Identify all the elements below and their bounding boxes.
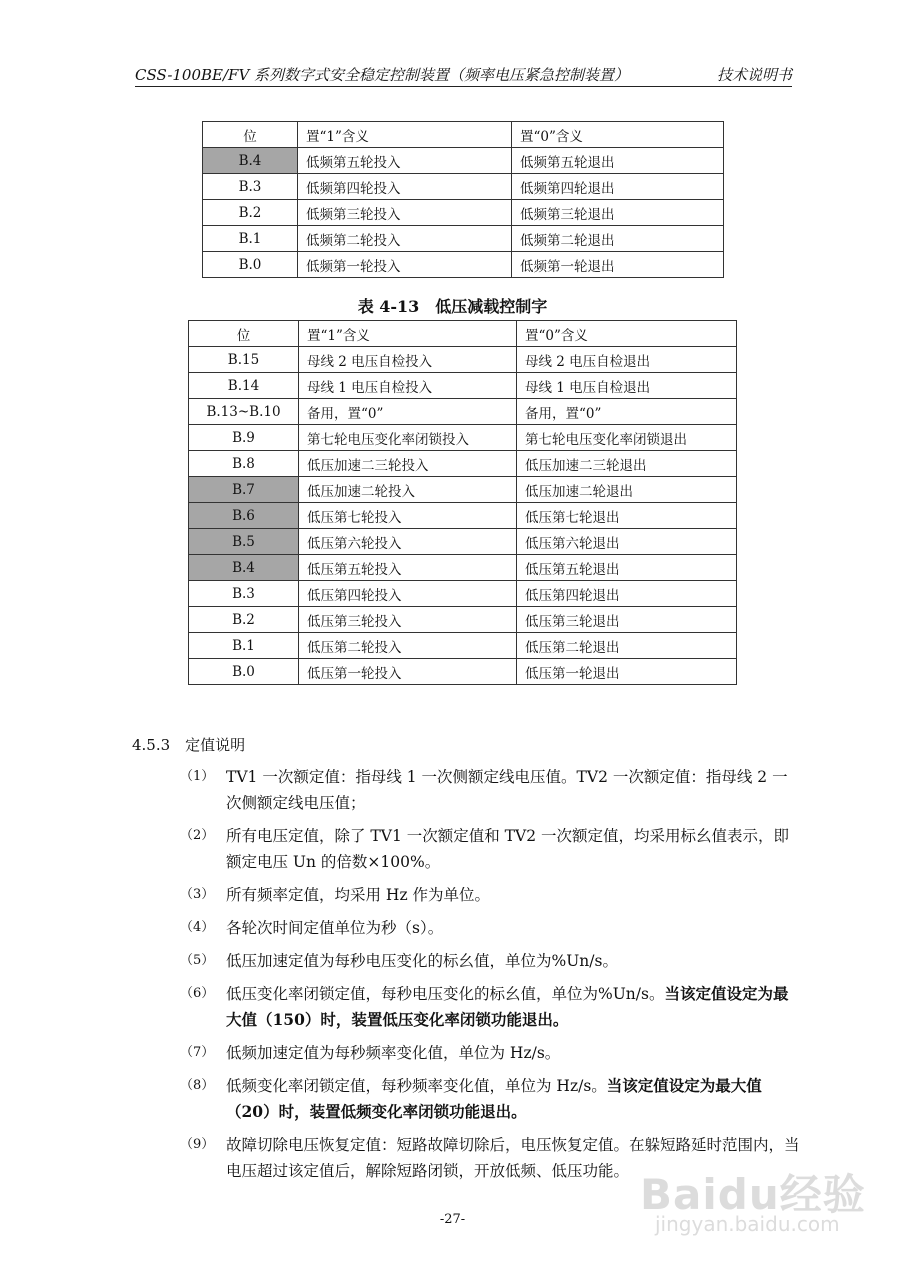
set0-cell: 低频第五轮退出 [512,148,724,174]
set1-cell: 低频第三轮投入 [298,200,512,226]
bit-cell: B.5 [189,529,299,555]
bit-cell: B.9 [189,425,299,451]
item-text-normal: 各轮次时间定值单位为秒（s）。 [226,919,444,937]
set0-cell: 低压第四轮退出 [517,581,737,607]
item-number: （8） [180,1078,215,1093]
table-row [203,200,724,226]
set0-cell: 低压第二轮退出 [517,633,737,659]
set1-cell: 低压第二轮投入 [299,633,517,659]
set0-cell: 低压第六轮退出 [517,529,737,555]
item-text [226,915,800,941]
list-item [180,1073,800,1125]
set1-cell: 低压加速二轮投入 [299,477,517,503]
list-item [180,981,800,1033]
set0-cell: 母线 2 电压自检退出 [517,347,737,373]
item-text-normal: 低频加速定值为每秒频率变化值，单位为 Hz/s。 [226,1044,561,1062]
item-text-normal: 所有频率定值，均采用 Hz 作为单位。 [226,886,491,904]
list-item [180,948,800,974]
bit-cell: B.0 [189,659,299,685]
item-text-bold: 当该定值设定为最大值（20）时，装置低频变化率闭锁功能退出。 [226,1076,762,1121]
item-text [226,823,800,875]
item-number: （4） [180,920,215,935]
set1-cell: 低压第五轮投入 [299,555,517,581]
control-word-table-low-voltage [188,320,737,685]
header-cell-set0: 置“0”含义 [517,321,737,347]
table-row [189,555,737,581]
set1-cell: 低压第一轮投入 [299,659,517,685]
watermark-url: jingyan.baidu.com [655,1212,840,1236]
table-row [189,529,737,555]
item-text [226,1073,800,1125]
set1-cell: 备用，置“0” [299,399,517,425]
item-text-normal: 低压加速定值为每秒电压变化的标幺值，单位为%Un/s。 [226,952,618,970]
set1-cell: 低频第二轮投入 [298,226,512,252]
bit-cell: B.8 [189,451,299,477]
header-doc-type: 技术说明书 [716,66,792,84]
header-cell-bit: 位 [189,321,299,347]
bit-cell: B.2 [203,200,298,226]
set0-cell: 母线 1 电压自检退出 [517,373,737,399]
bit-cell: B.7 [189,477,299,503]
set0-cell: 低压第一轮退出 [517,659,737,685]
item-text [226,981,800,1033]
item-text-normal: 低频变化率闭锁定值，每秒频率变化值，单位为 Hz/s。 [226,1077,607,1095]
item-number: （2） [180,828,215,843]
set1-cell: 低压加速二三轮投入 [299,451,517,477]
item-text [226,1040,800,1066]
table-row [189,581,737,607]
set0-cell: 低压加速二轮退出 [517,477,737,503]
table-row [189,659,737,685]
watermark-logo: Baidu经验 [640,1170,866,1219]
item-number: （9） [180,1137,215,1152]
set0-cell: 低压第五轮退出 [517,555,737,581]
set0-cell: 低压第三轮退出 [517,607,737,633]
set0-cell: 低压加速二三轮退出 [517,451,737,477]
set0-cell: 低频第二轮退出 [512,226,724,252]
table-row [203,174,724,200]
table-row [189,425,737,451]
list-item [180,882,800,908]
bit-cell: B.3 [203,174,298,200]
item-text [226,764,800,816]
set0-cell: 低压第七轮退出 [517,503,737,529]
item-number: （5） [180,953,215,968]
page-header [135,64,792,87]
settings-description-list [180,764,800,1191]
table-row [203,252,724,278]
table-caption: 表 4-13 低压减载控制字 [357,297,548,316]
section-heading: 4.5.3 定值说明 [132,736,246,754]
bit-cell: B.15 [189,347,299,373]
set1-cell: 低频第四轮投入 [298,174,512,200]
item-text [226,948,800,974]
baidu-watermark [640,1162,866,1236]
set1-cell: 低压第三轮投入 [299,607,517,633]
item-number: （7） [180,1045,215,1060]
table-row [189,347,737,373]
set1-cell: 低压第六轮投入 [299,529,517,555]
bit-cell: B.6 [189,503,299,529]
bit-cell: B.4 [203,148,298,174]
table-row [189,373,737,399]
table-row [189,633,737,659]
list-item [180,1040,800,1066]
header-title: CSS-100BE/FV 系列数字式安全稳定控制装置（频率电压紧急控制装置） [135,66,630,84]
table-header-row [203,122,724,148]
set1-cell: 第七轮电压变化率闭锁投入 [299,425,517,451]
list-item [180,823,800,875]
bit-cell: B.2 [189,607,299,633]
table-row [189,451,737,477]
item-text-normal: 所有电压定值，除了 TV1 一次额定值和 TV2 一次额定值，均采用标幺值表示，即额定电压 Un 的倍数×100%。 [226,827,789,871]
table-row [189,477,737,503]
list-item [180,764,800,816]
bit-cell: B.14 [189,373,299,399]
set1-cell: 低频第五轮投入 [298,148,512,174]
item-text-normal: 故障切除电压恢复定值：短路故障切除后，电压恢复定值。在躲短路延时范围内，当电压超过该定值后，解除短路闭锁，开放低频、低压功能。 [226,1136,800,1180]
set0-cell: 第七轮电压变化率闭锁退出 [517,425,737,451]
item-text-normal: TV1 一次额定值：指母线 1 一次侧额定线电压值。TV2 一次额定值：指母线 2 一次侧额定线电压值； [226,768,788,812]
set1-cell: 低压第四轮投入 [299,581,517,607]
header-cell-set1: 置“1”含义 [299,321,517,347]
table-row [189,503,737,529]
header-cell-bit: 位 [203,122,298,148]
table-header-row [189,321,737,347]
table-row [189,399,737,425]
bit-cell: B.13~B.10 [189,399,299,425]
bit-cell: B.1 [203,226,298,252]
item-text-bold: 当该定值设定为最大值（150）时，装置低压变化率闭锁功能退出。 [226,984,789,1029]
set0-cell: 低频第一轮退出 [512,252,724,278]
control-word-table-low-frequency [202,121,724,278]
table-row [203,226,724,252]
set1-cell: 母线 2 电压自检投入 [299,347,517,373]
set1-cell: 低压第七轮投入 [299,503,517,529]
bit-cell: B.0 [203,252,298,278]
page-number: -27- [439,1212,466,1227]
set1-cell: 低频第一轮投入 [298,252,512,278]
set0-cell: 低频第三轮退出 [512,200,724,226]
set0-cell: 低频第四轮退出 [512,174,724,200]
item-number: （1） [180,769,215,784]
header-cell-set0: 置“0”含义 [512,122,724,148]
table-row [203,148,724,174]
item-number: （6） [180,986,215,1001]
bit-cell: B.1 [189,633,299,659]
bit-cell: B.3 [189,581,299,607]
item-text-normal: 低压变化率闭锁定值，每秒电压变化的标幺值，单位为%Un/s。 [226,985,665,1003]
table-row [189,607,737,633]
bit-cell: B.4 [189,555,299,581]
set1-cell: 母线 1 电压自检投入 [299,373,517,399]
item-text [226,882,800,908]
header-cell-set1: 置“1”含义 [298,122,512,148]
list-item [180,915,800,941]
item-number: （3） [180,887,215,902]
set0-cell: 备用，置“0” [517,399,737,425]
